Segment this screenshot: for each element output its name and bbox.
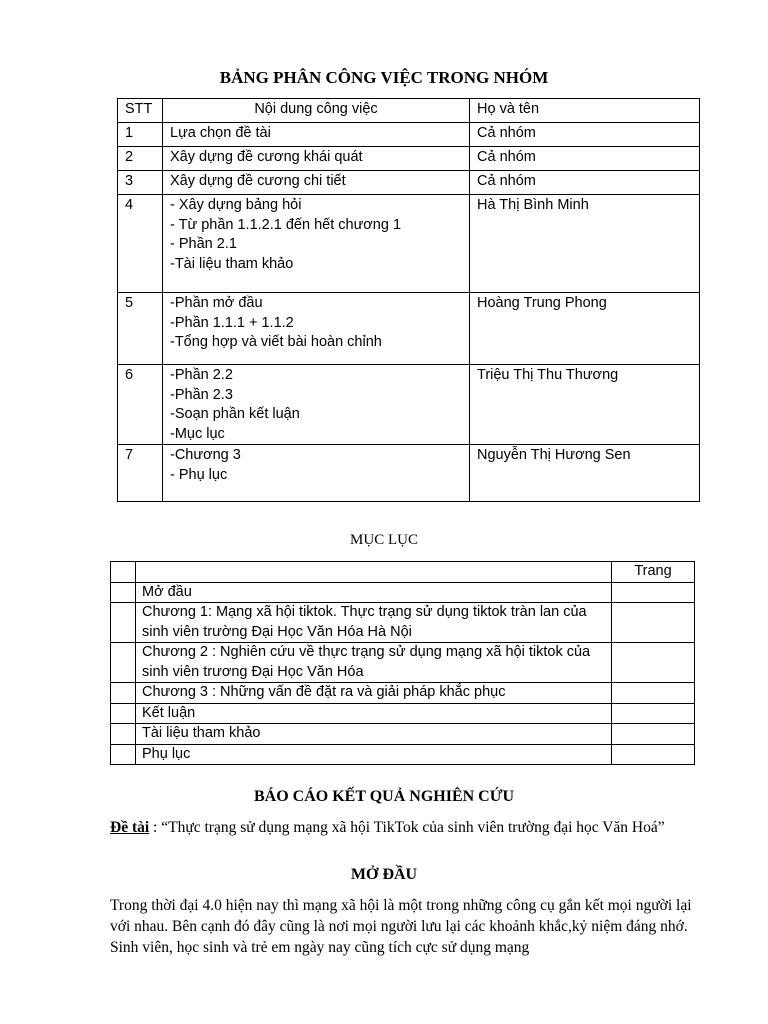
toc-page-number <box>612 582 695 603</box>
row-content <box>163 171 470 195</box>
content-line: - Từ phần 1.1.2.1 đến hết chương 1 <box>170 216 402 233</box>
content-line: Xây dựng đề cương khái quát <box>170 149 363 165</box>
row-stt: 2 <box>118 147 163 171</box>
row-stt: 3 <box>118 171 163 195</box>
content-line: - Xây dựng bảng hỏi <box>170 197 302 213</box>
row-content <box>163 445 470 502</box>
header-name: Họ và tên <box>470 99 700 123</box>
toc-table-body <box>111 562 695 765</box>
content-line: -Soạn phần kết luận <box>170 406 300 422</box>
assignment-row <box>118 445 700 502</box>
toc-item: Mở đầu <box>136 582 612 603</box>
topic-text: : “Thực trạng sử dụng mạng xã hội TikTok của sinh viên trường đại học Văn Hoá” <box>149 819 665 836</box>
toc-header-row <box>111 562 695 583</box>
row-content <box>163 123 470 147</box>
toc-row-number <box>111 603 136 643</box>
header-stt: STT <box>118 99 163 123</box>
toc-row <box>111 744 695 765</box>
assignment-row <box>118 171 700 195</box>
toc-page-number <box>612 744 695 765</box>
content-line: -Phần mở đầu <box>170 295 263 311</box>
toc-row <box>111 724 695 745</box>
assignment-table <box>117 98 700 502</box>
toc-item: Tài liệu tham khảo <box>136 724 612 745</box>
row-stt: 7 <box>118 445 163 502</box>
content-line: -Phần 2.3 <box>170 386 233 403</box>
toc-row <box>111 683 695 704</box>
row-content <box>163 195 470 293</box>
row-content <box>163 147 470 171</box>
toc-header-item <box>136 562 612 583</box>
content-line: - Phụ lục <box>170 466 228 483</box>
row-stt: 4 <box>118 195 163 293</box>
header-content: Nội dung công việc <box>163 99 470 123</box>
content-line: Lựa chọn đề tài <box>170 125 271 141</box>
row-name: Hà Thị Bình Minh <box>470 195 700 293</box>
toc-page-number <box>612 603 695 643</box>
content-line: -Chương 3 <box>170 447 241 463</box>
toc-item: Chương 3 : Những vấn đề đặt ra và giải pháp khắc phục <box>136 683 612 704</box>
toc-header-page: Trang <box>612 562 695 583</box>
toc-row-number <box>111 703 136 724</box>
row-content <box>163 293 470 365</box>
report-title: BÁO CÁO KẾT QUẢ NGHIÊN CỨU <box>253 788 515 805</box>
assignment-header-row <box>118 99 700 123</box>
toc-row-number <box>111 643 136 683</box>
row-stt: 1 <box>118 123 163 147</box>
toc-item: Phụ lục <box>136 744 612 765</box>
row-name: Cả nhóm <box>470 171 700 195</box>
row-stt: 6 <box>118 365 163 445</box>
assignment-row <box>118 195 700 293</box>
toc-row-number <box>111 683 136 704</box>
row-name: Triệu Thị Thu Thương <box>470 365 700 445</box>
row-name: Cả nhóm <box>470 123 700 147</box>
row-name: Hoàng Trung Phong <box>470 293 700 365</box>
content-line: -Mục lục <box>170 425 225 442</box>
assignment-row <box>118 147 700 171</box>
row-content <box>163 365 470 445</box>
intro-title: MỞ ĐẦU <box>350 866 418 883</box>
toc-row-number <box>111 724 136 745</box>
content-line: -Phần 2.2 <box>170 367 233 383</box>
toc-row <box>111 643 695 683</box>
toc-header-blank <box>111 562 136 583</box>
row-stt: 5 <box>118 293 163 365</box>
topic-line <box>110 817 700 838</box>
assignment-table-body <box>118 99 700 502</box>
content-line: - Phần 2.1 <box>170 236 237 252</box>
toc-item: Kết luận <box>136 703 612 724</box>
toc-row <box>111 582 695 603</box>
toc-title: MỤC LỤC <box>350 532 418 548</box>
toc-row-number <box>111 582 136 603</box>
toc-page-number <box>612 703 695 724</box>
row-name: Cả nhóm <box>470 147 700 171</box>
topic-label: Đề tài <box>110 819 150 836</box>
toc-table <box>110 561 695 765</box>
toc-row <box>111 703 695 724</box>
toc-item: Chương 1: Mạng xã hội tiktok. Thực trạng sử dụng tiktok tràn lan của sinh viên trường Đại Học Văn Hóa Hà Nội <box>136 603 612 643</box>
assignment-row <box>118 123 700 147</box>
assignment-row <box>118 365 700 445</box>
toc-item: Chương 2 : Nghiên cứu về thực trạng sử dụng mạng xã hội tiktok của sinh viên trương Đại Học Văn Hóa <box>136 643 612 683</box>
toc-page-number <box>612 643 695 683</box>
content-line: -Tài liệu tham khảo <box>170 255 294 272</box>
toc-page-number <box>612 683 695 704</box>
toc-page-number <box>612 724 695 745</box>
row-name: Nguyễn Thị Hương Sen <box>470 445 700 502</box>
content-line: Xây dựng đề cương chi tiết <box>170 173 346 189</box>
toc-row-number <box>111 744 136 765</box>
intro-paragraph: Trong thời đại 4.0 hiện nay thì mạng xã hội là một trong những công cụ gắn kết mọi người lại với nhau. Bên cạnh đó đây cũng là nơi mọi người lưu lại các khoảnh khắc,kỷ niệm đáng nhớ. Sinh viên, học sinh và trẻ em ngày nay cũng tích cực sử dụng mạng <box>110 897 692 956</box>
content-line: -Phần 1.1.1 + 1.1.2 <box>170 314 294 331</box>
assignment-row <box>118 293 700 365</box>
toc-row <box>111 603 695 643</box>
assignment-title: BẢNG PHÂN CÔNG VIỆC TRONG NHÓM <box>219 68 549 87</box>
content-line: -Tổng hợp và viết bài hoàn chỉnh <box>170 334 382 350</box>
